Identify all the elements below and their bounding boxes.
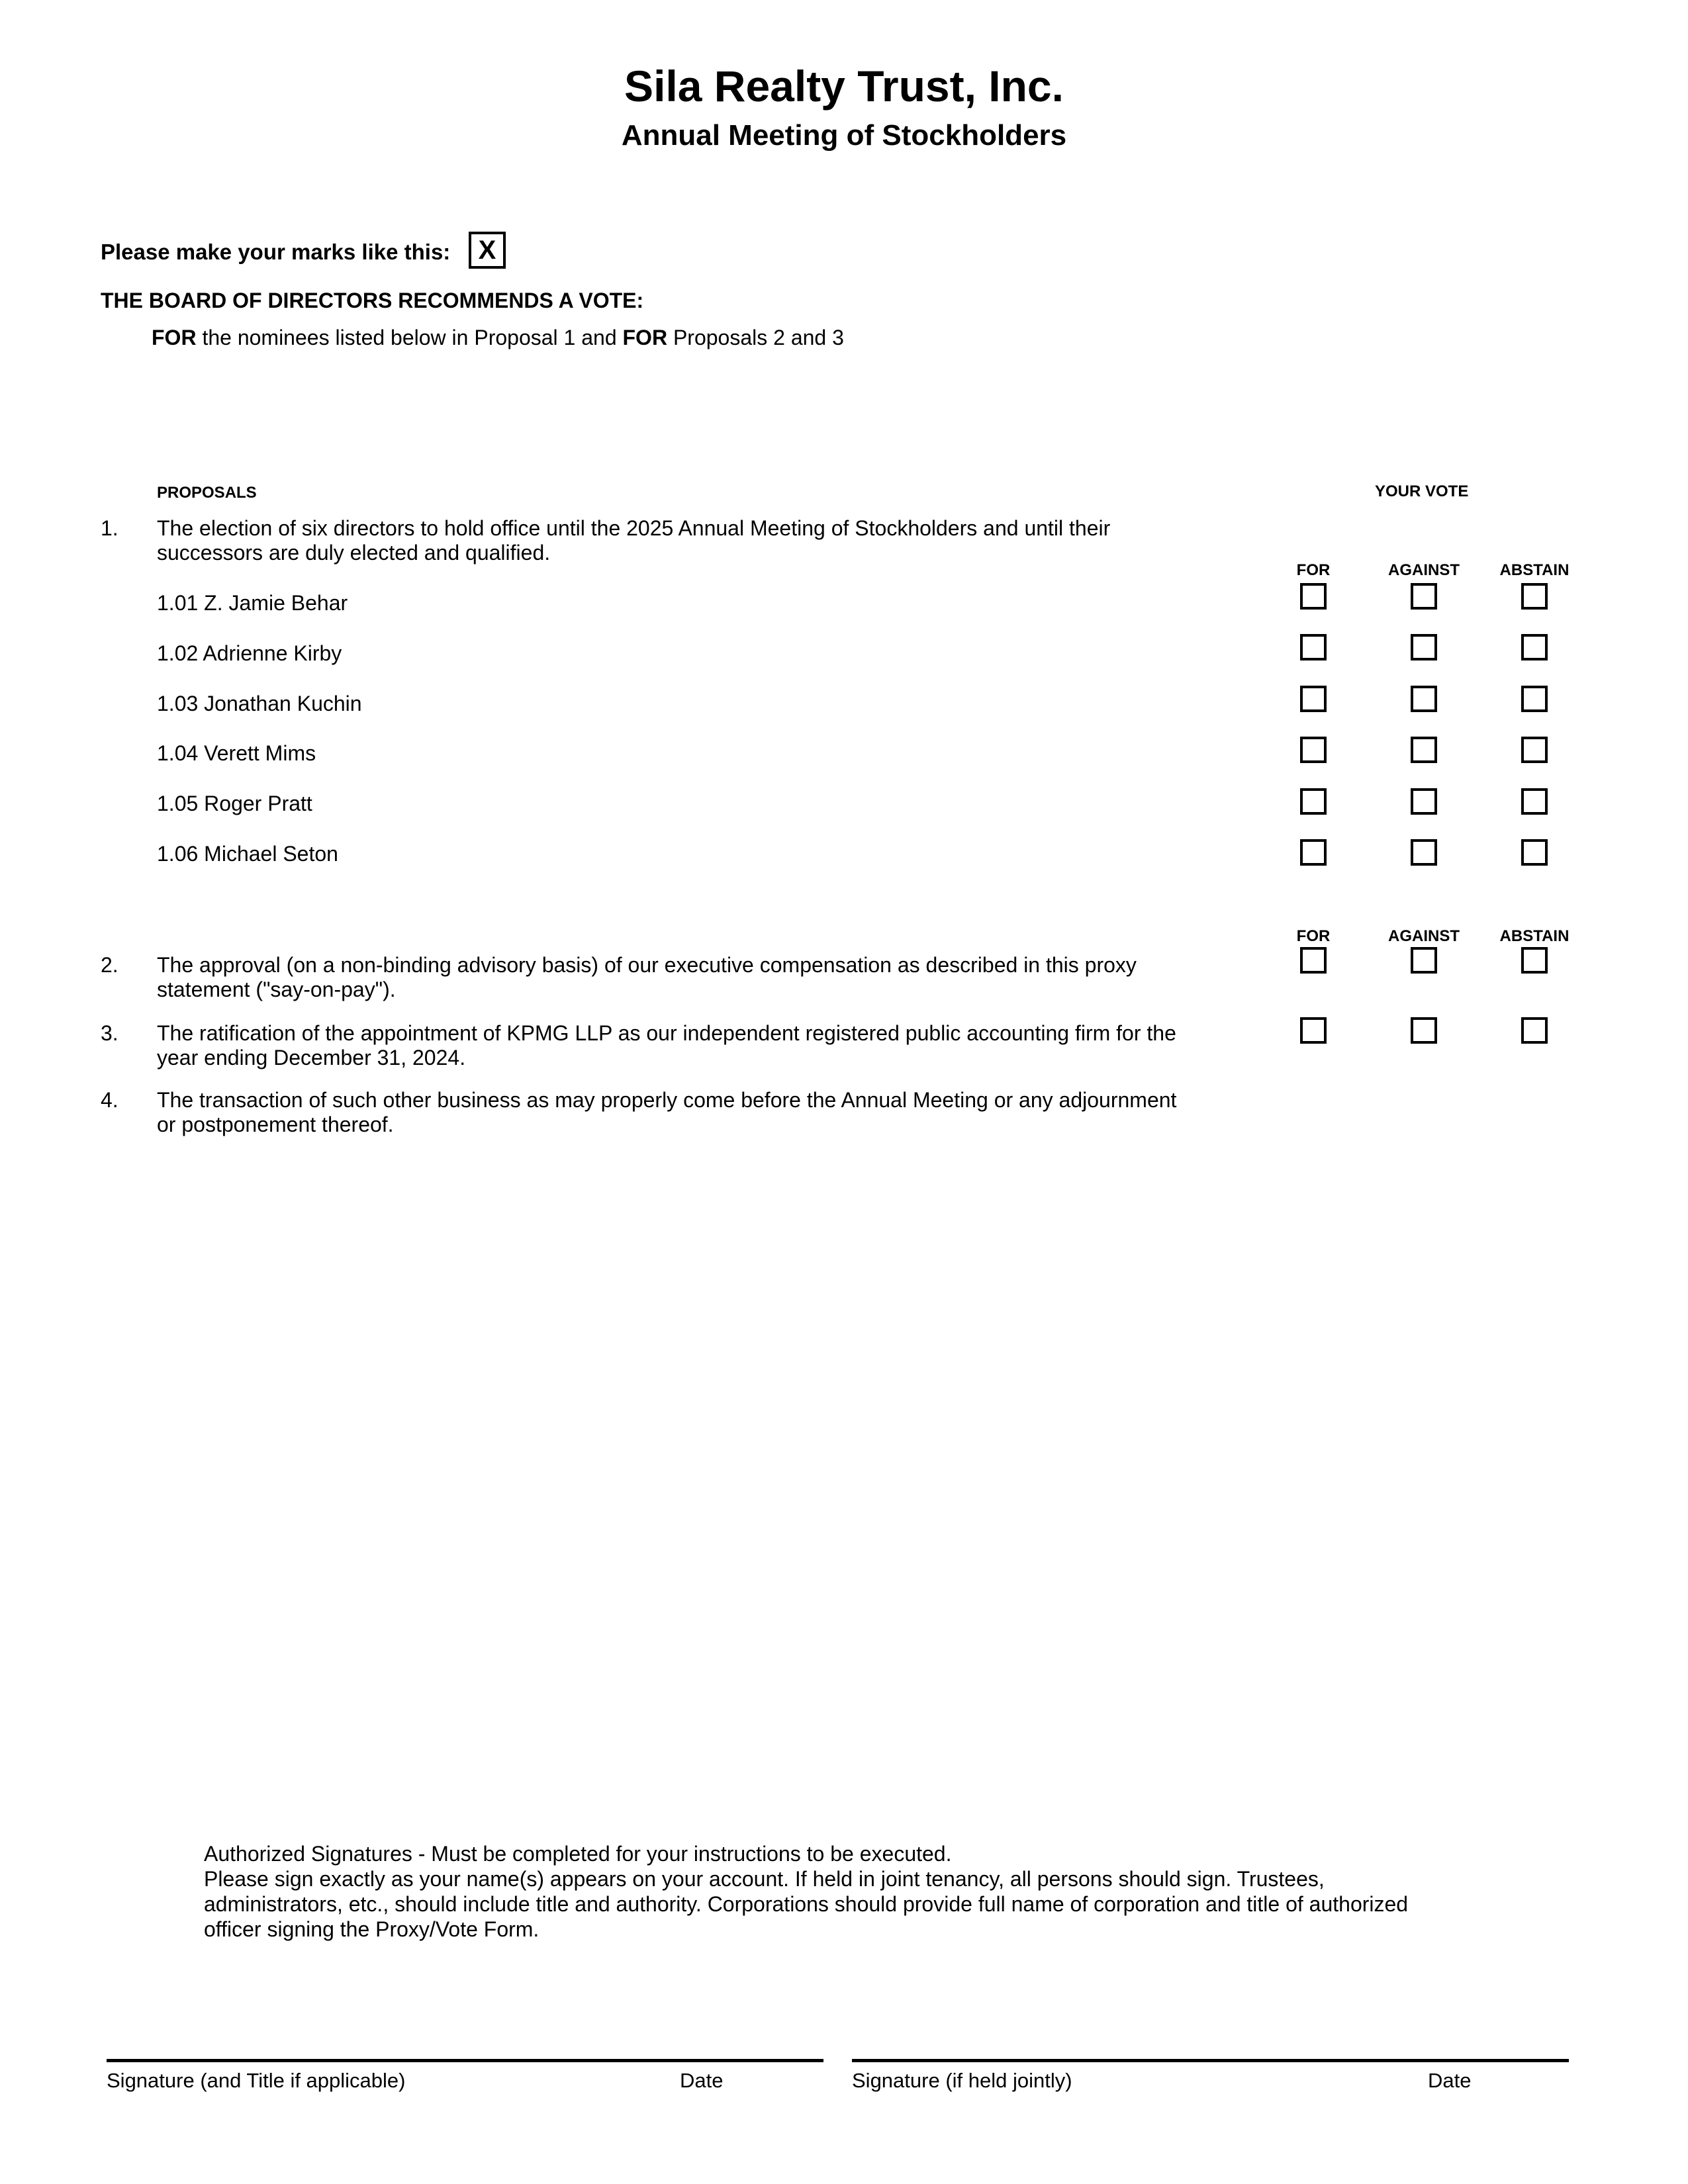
authorization-instructions <box>204 1841 1408 1942</box>
proposal-4-number: 4. <box>101 1088 118 1112</box>
nominee-label: 1.06 Michael Seton <box>157 842 338 866</box>
nominee-1-against-checkbox[interactable] <box>1411 583 1437 610</box>
column-header-against: AGAINST <box>1388 561 1460 579</box>
proposal-3-abstain-checkbox[interactable] <box>1521 1017 1548 1044</box>
nominee-6-against-checkbox[interactable] <box>1411 839 1437 866</box>
marks-instruction: Please make your marks like this: <box>101 240 451 264</box>
authorization-line: Authorized Signatures - Must be completed for your instructions to be executed. <box>204 1842 952 1866</box>
proposal-1-line: The election of six directors to hold office until the 2025 Annual Meeting of Stockholders and until their <box>157 516 1111 540</box>
nominee-3-for-checkbox[interactable] <box>1300 686 1327 712</box>
column-header-abstain: ABSTAIN <box>1499 561 1570 579</box>
board-recommendation-text <box>152 326 844 350</box>
nominee-4-for-checkbox[interactable] <box>1300 737 1327 763</box>
proposal-2-line: The approval (on a non-binding advisory basis) of our executive compensation as described in this proxy <box>157 953 1137 977</box>
nominee-5-against-checkbox[interactable] <box>1411 788 1437 815</box>
proposal-3-number: 3. <box>101 1021 118 1045</box>
nominee-3-against-checkbox[interactable] <box>1411 686 1437 712</box>
nominee-2-abstain-checkbox[interactable] <box>1521 634 1548 660</box>
authorization-line: officer signing the Proxy/Vote Form. <box>204 1917 539 1941</box>
nominee-3-abstain-checkbox[interactable] <box>1521 686 1548 712</box>
proposal-3-line: The ratification of the appointment of KPMG LLP as our independent registered public accounting firm for the <box>157 1021 1176 1045</box>
signature-line-primary[interactable] <box>107 2059 823 2062</box>
proposal-3-for-checkbox[interactable] <box>1300 1017 1327 1044</box>
nominee-1-abstain-checkbox[interactable] <box>1521 583 1548 610</box>
signature-label-joint: Signature (if held jointly) <box>852 2069 1072 2092</box>
proposal-3-against-checkbox[interactable] <box>1411 1017 1437 1044</box>
for-emphasis: FOR <box>152 326 197 349</box>
nominee-4-abstain-checkbox[interactable] <box>1521 737 1548 763</box>
nominee-label: 1.01 Z. Jamie Behar <box>157 591 348 615</box>
proposal-3-text <box>157 1021 1176 1070</box>
document-subtitle: Annual Meeting of Stockholders <box>621 119 1067 152</box>
board-recommendation-heading: THE BOARD OF DIRECTORS RECOMMENDS A VOTE: <box>101 289 644 312</box>
document-title: Sila Realty Trust, Inc. <box>624 62 1064 111</box>
example-mark-box: X <box>469 232 506 269</box>
your-vote-header: YOUR VOTE <box>1375 482 1469 500</box>
nominee-5-abstain-checkbox[interactable] <box>1521 788 1548 815</box>
column-header-abstain: ABSTAIN <box>1499 927 1570 945</box>
nominee-6-abstain-checkbox[interactable] <box>1521 839 1548 866</box>
proposal-1-text <box>157 516 1110 565</box>
signature-line-joint[interactable] <box>852 2059 1569 2062</box>
nominee-label: 1.02 Adrienne Kirby <box>157 641 342 665</box>
proposal-2-number: 2. <box>101 953 118 977</box>
proposal-1-line: successors are duly elected and qualified. <box>157 541 551 565</box>
nominee-6-for-checkbox[interactable] <box>1300 839 1327 866</box>
proposal-4-line: The transaction of such other business as may properly come before the Annual Meeting or any adjournment <box>157 1088 1177 1112</box>
nominee-4-against-checkbox[interactable] <box>1411 737 1437 763</box>
recommendation-text-part: Proposals 2 and 3 <box>667 326 844 349</box>
signature-label-primary: Signature (and Title if applicable) <box>107 2069 406 2092</box>
nominee-label: 1.03 Jonathan Kuchin <box>157 692 362 715</box>
nominee-2-against-checkbox[interactable] <box>1411 634 1437 660</box>
nominee-1-for-checkbox[interactable] <box>1300 583 1327 610</box>
authorization-line: administrators, etc., should include title and authority. Corporations should provide full name of corporation and title of authorized <box>204 1892 1409 1916</box>
nominee-5-for-checkbox[interactable] <box>1300 788 1327 815</box>
column-header-for: FOR <box>1296 561 1331 579</box>
proposals-header: PROPOSALS <box>157 484 257 502</box>
nominee-label: 1.05 Roger Pratt <box>157 792 312 815</box>
proposal-2-abstain-checkbox[interactable] <box>1521 947 1548 974</box>
nominee-2-for-checkbox[interactable] <box>1300 634 1327 660</box>
date-label-primary: Date <box>680 2069 724 2092</box>
proposal-2-text <box>157 953 1137 1002</box>
date-label-joint: Date <box>1428 2069 1472 2092</box>
proposal-2-against-checkbox[interactable] <box>1411 947 1437 974</box>
for-emphasis: FOR <box>622 326 668 349</box>
nominee-label: 1.04 Verett Mims <box>157 741 316 765</box>
recommendation-text-part: the nominees listed below in Proposal 1 and <box>196 326 623 349</box>
proposal-2-for-checkbox[interactable] <box>1300 947 1327 974</box>
proposal-4-text <box>157 1088 1176 1137</box>
authorization-line: Please sign exactly as your name(s) appears on your account. If held in joint tenancy, all persons should sign. Trustees, <box>204 1867 1325 1891</box>
proposal-1-number: 1. <box>101 516 118 540</box>
proposal-4-line: or postponement thereof. <box>157 1113 394 1136</box>
proposal-3-line: year ending December 31, 2024. <box>157 1046 466 1069</box>
column-header-for: FOR <box>1296 927 1331 945</box>
proposal-2-line: statement ("say-on-pay"). <box>157 978 396 1001</box>
column-header-against: AGAINST <box>1388 927 1460 945</box>
